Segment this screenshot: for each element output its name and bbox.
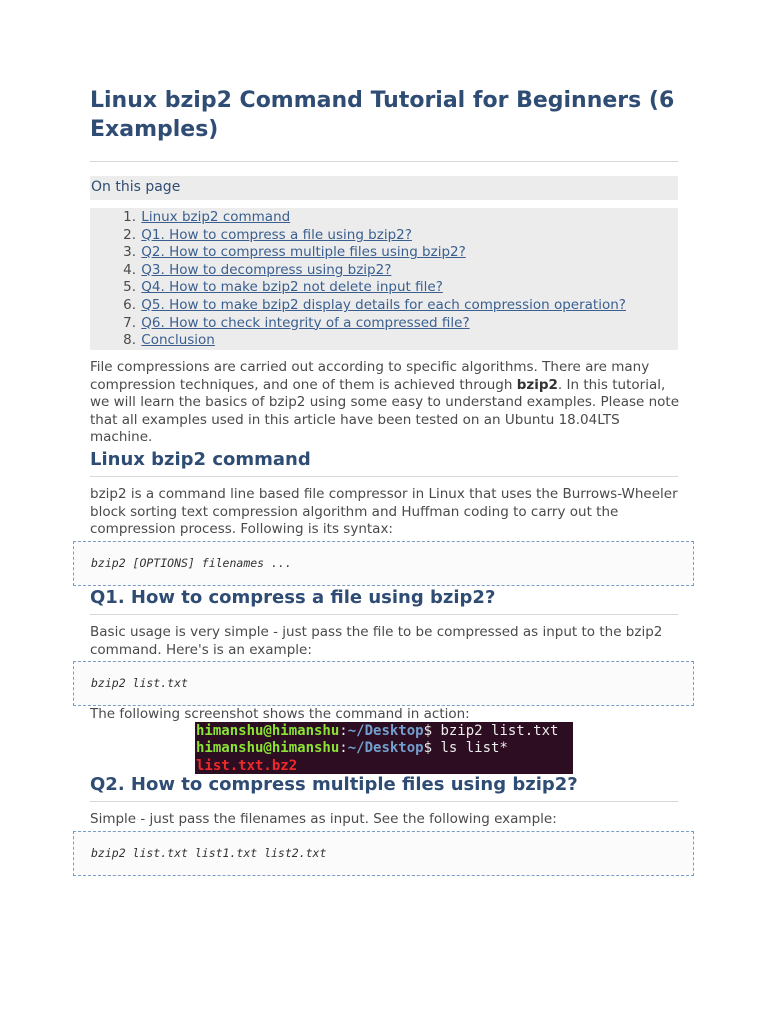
section-heading-q1: Q1. How to compress a file using bzip2? xyxy=(90,587,496,608)
code-block-q2[interactable] xyxy=(73,831,694,876)
toc-item-number: 5. xyxy=(123,279,136,296)
toc-item xyxy=(110,297,626,315)
toc-item-number: 1. xyxy=(123,209,136,225)
terminal-line xyxy=(196,740,573,757)
section-heading-q2: Q2. How to compress multiple files using bzip2? xyxy=(90,774,578,795)
toc-item xyxy=(110,332,626,350)
section-divider xyxy=(90,614,678,615)
toc-item xyxy=(110,227,626,245)
toc-item xyxy=(110,209,626,227)
q2-description: Simple - just pass the filenames as input. See the following example: xyxy=(90,811,557,827)
toc-heading: On this page xyxy=(90,176,678,200)
toc-link-q1[interactable]: Q1. How to compress a file using bzip2? xyxy=(141,226,412,243)
toc-item-number: 4. xyxy=(123,261,136,278)
toc-item xyxy=(110,262,626,280)
code-text: bzip2 [OPTIONS] filenames ... xyxy=(91,556,292,570)
toc-item xyxy=(110,315,626,333)
terminal-user: himanshu@himanshu xyxy=(196,740,340,757)
code-block-q1[interactable] xyxy=(73,661,694,706)
terminal-path: ~/Desktop xyxy=(347,723,424,739)
toc-link-q2[interactable]: Q2. How to compress multiple files using bzip2? xyxy=(141,244,466,261)
toc-link-q4[interactable]: Q4. How to make bzip2 not delete input file? xyxy=(141,279,443,296)
section-heading-linux-bzip2-command: Linux bzip2 command xyxy=(90,449,311,470)
toc-item-number: 2. xyxy=(123,226,136,243)
terminal-screenshot xyxy=(195,722,573,774)
terminal-output: list.txt.bz2 xyxy=(196,757,298,774)
toc-item-number: 8. xyxy=(123,332,136,349)
intro-text-end: . In this tutorial, we will learn the basics of bzip2 using some easy to understand examples. Please note that all examples used in this article have been tested on an Ubuntu 18.04LTS machine. xyxy=(90,376,680,446)
title-divider xyxy=(90,161,678,162)
page-title: Linux bzip2 Command Tutorial for Beginners (6 Examples) xyxy=(90,88,675,142)
terminal-path: ~/Desktop xyxy=(347,740,424,757)
q1-description: Basic usage is very simple - just pass the file to be compressed as input to the bzip2 command. Here's is an example: xyxy=(90,624,663,658)
toc-link-conclusion[interactable]: Conclusion xyxy=(141,332,215,349)
toc-link-q6[interactable]: Q6. How to check integrity of a compressed file? xyxy=(141,314,470,331)
toc-item-number: 6. xyxy=(123,296,136,313)
section-divider xyxy=(90,476,678,477)
terminal-separator: : xyxy=(339,740,348,757)
terminal-command: $ ls list* xyxy=(423,740,508,757)
terminal-user: himanshu@himanshu xyxy=(196,723,340,739)
intro-text-start: File compressions are carried out according to specific algorithms. There are many compression techniques, and one of them is achieved through xyxy=(90,359,650,393)
toc-link-linux-bzip2-command[interactable]: Linux bzip2 command xyxy=(141,209,291,225)
terminal-line xyxy=(196,723,573,740)
intro-paragraph xyxy=(90,359,685,447)
command-description: bzip2 is a command line based file compressor in Linux that uses the Burrows-Wheeler block sorting text compression algorithm and Huffman coding to carry out the compression process. Following is its syntax: xyxy=(90,486,678,538)
section-divider xyxy=(90,801,678,802)
code-text: bzip2 list.txt list1.txt list2.txt xyxy=(91,846,327,860)
code-block-syntax[interactable] xyxy=(73,541,694,586)
code-text: bzip2 list.txt xyxy=(91,676,188,690)
terminal-separator: : xyxy=(339,723,348,739)
toc-item xyxy=(110,279,626,297)
toc-item-number: 3. xyxy=(123,244,136,261)
intro-bold-term: bzip2 xyxy=(516,376,558,393)
toc-item xyxy=(110,244,626,262)
screenshot-caption: The following screenshot shows the command in action: xyxy=(90,706,470,722)
toc-link-q5[interactable]: Q5. How to make bzip2 display details for each compression operation? xyxy=(141,296,626,313)
toc-link-q3[interactable]: Q3. How to decompress using bzip2? xyxy=(141,261,392,278)
terminal-command: $ bzip2 list.txt xyxy=(423,723,559,739)
table-of-contents xyxy=(110,209,626,350)
toc-item-number: 7. xyxy=(123,314,136,331)
